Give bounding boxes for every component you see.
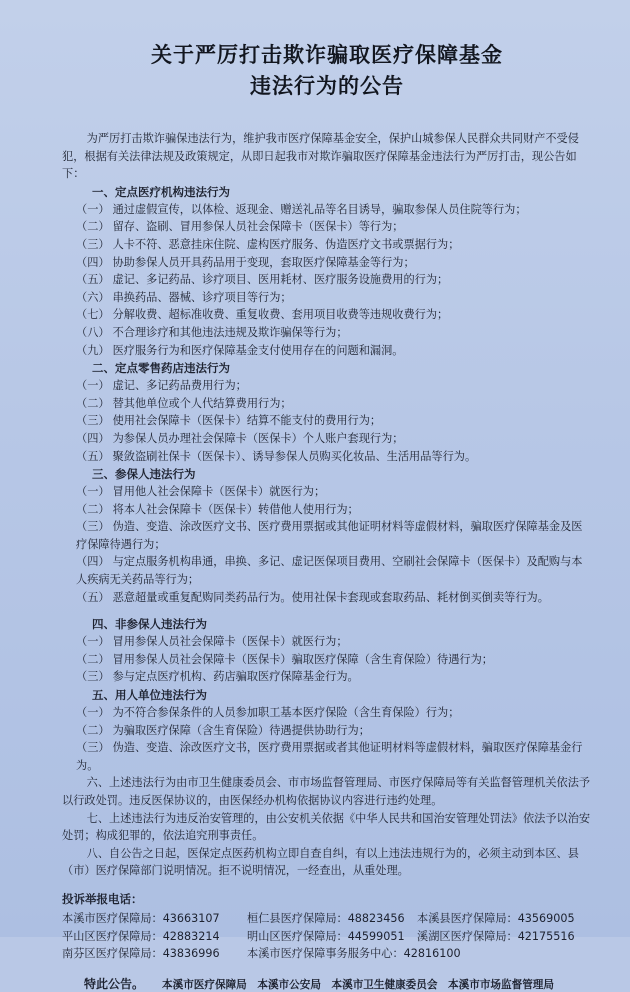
item-text: 恶意超量或重复配购同类药品行为。使用社保卡套现或套取药品、耗材倒买倒卖等行为。: [112, 590, 549, 604]
item-text: 冒用参保人员社会保障卡（医保卡）骗取医疗保障（含生育保险）待遇行为；: [112, 652, 493, 666]
item-text: 使用社会保障卡（医保卡）结算不能支付的费用行为；: [112, 414, 382, 428]
item-text: 为不符合参保条件的人员参加职工基本医疗保险（含生育保险）行为；: [112, 706, 460, 720]
contact-row: [62, 928, 592, 946]
item-number: （一）: [76, 202, 110, 216]
contact-entry: 明山区医疗保障局：44599051: [247, 929, 405, 943]
intro-paragraph: 为严厉打击欺诈骗保违法行为，维护我市医疗保障基金安全，保护山城参保人民群众共同财产不受侵犯，根据有关法律法规及政策规定，从即日起我市对欺诈骗取医疗保障基金违法行为严厉打击，现公告如下：: [62, 132, 579, 181]
item-number: （二）: [76, 396, 110, 410]
violation-item: [62, 722, 592, 740]
contact-row: [62, 910, 592, 928]
violation-item: [62, 448, 592, 466]
violation-item: [62, 218, 592, 236]
violation-item: [62, 271, 592, 289]
item-number: （二）: [76, 723, 110, 737]
item-number: （三）: [76, 741, 110, 755]
item-number: （九）: [76, 343, 110, 357]
notice-title: [62, 40, 592, 102]
section-heading: 二、定点零售药店违法行为: [92, 361, 230, 376]
contact-entry: 平山区医疗保障局：42883214: [62, 929, 220, 943]
item-number: （三）: [76, 237, 110, 251]
closing-paragraphs: [62, 774, 592, 880]
item-text: 留存、盗刷、冒用参保人员社会保障卡（医保卡）等行为；: [112, 220, 404, 234]
violation-item: [62, 668, 592, 686]
violation-section: [62, 686, 592, 774]
violation-item: [62, 704, 592, 722]
paragraph-penalty: 六、上述违法行为由市卫生健康委员会、市市场监督管理局、市医疗保障局等有关监督管理机关依法予以行政处罚。违反医保协议的，由医保经办机构依据协议内容进行违约处理。: [62, 776, 591, 807]
item-text: 人卡不符、恶意挂床住院、虚构医疗服务、伪造医疗文书或票据行为；: [112, 237, 460, 251]
item-number: （一）: [76, 379, 110, 393]
item-text: 医疗服务行为和医疗保障基金支付使用存在的问题和漏洞。: [112, 343, 404, 357]
item-text: 通过虚假宣传，以体检、返现金、赠送礼品等名目诱导，骗取参保人员住院等行为；: [112, 202, 527, 216]
item-text: 虚记、多记药品费用行为；: [112, 379, 247, 393]
violation-section: [62, 183, 592, 359]
item-number: （一）: [76, 635, 110, 649]
contact-block: [62, 890, 592, 963]
item-number: （二）: [76, 220, 110, 234]
item-number: （四）: [76, 431, 110, 445]
violation-item: [62, 395, 592, 413]
section-heading: 五、用人单位违法行为: [92, 688, 207, 703]
item-text: 将本人社会保障卡（医保卡）转借他人使用行为；: [112, 502, 359, 516]
violation-item: [62, 553, 592, 588]
item-text: 不合理诊疗和其他违法违规及欺诈骗保等行为；: [112, 325, 348, 339]
violation-item: [62, 589, 592, 607]
section-heading: 四、非参保人违法行为: [92, 617, 207, 632]
violation-item: [62, 518, 592, 553]
item-number: （二）: [76, 652, 110, 666]
violation-item: [62, 236, 592, 254]
title-line-2: 违法行为的公告: [250, 74, 404, 98]
item-number: （五）: [76, 590, 110, 604]
item-text: 为骗取医疗保障（含生育保险）待遇提供协助行为；: [112, 723, 370, 737]
violation-item: [62, 254, 592, 272]
item-text: 伪造、变造、涂改医疗文书、医疗费用票据或其他证明材料等虚假材料，骗取医疗保障基金及医疗保障待遇行为；: [76, 520, 583, 551]
violation-item: [62, 501, 592, 519]
violation-item: [62, 324, 592, 342]
contact-entry: 本溪市医疗保障事务服务中心：42816100: [247, 947, 461, 961]
contact-row: [62, 945, 592, 963]
item-number: （四）: [76, 555, 110, 569]
item-number: （三）: [76, 520, 110, 534]
violation-item: [62, 739, 592, 774]
item-text: 替其他单位或个人代结算费用行为；: [112, 396, 292, 410]
paragraph-self-inspection: 八、自公告之日起，医保定点医药机构立即自查自纠，有以上违法违规行为的，必须主动到本区、县（市）医疗保障部门说明情况。拒不说明情况，一经查出，从重处理。: [62, 846, 579, 878]
contact-entry: 南芬区医疗保障局：43836996: [62, 947, 220, 961]
item-text: 冒用参保人员社会保障卡（医保卡）就医行为；: [112, 635, 348, 649]
item-number: （三）: [76, 670, 110, 684]
item-number: （三）: [76, 414, 110, 428]
contact-entry: 本溪县医疗保障局：43569005: [417, 911, 575, 925]
violation-item: [62, 289, 592, 307]
item-text: 聚敛盗刷社保卡（医保卡）、诱导参保人员购买化妆品、生活用品等行为。: [112, 449, 477, 463]
item-text: 冒用他人社会保障卡（医保卡）就医行为；: [112, 485, 326, 499]
violation-item: [62, 430, 592, 448]
item-text: 串换药品、器械、诊疗项目等行为；: [112, 290, 292, 304]
closing-notice: 特此公告。: [84, 976, 145, 991]
violation-item: [62, 306, 592, 324]
violation-section: [62, 465, 592, 606]
item-text: 协助参保人员开具药品用于变现，套取医疗保障基金等行为；: [112, 255, 415, 269]
violation-item: [62, 633, 592, 651]
item-text: 参与定点医疗机构、药店骗取医疗保障基金行为。: [112, 670, 359, 684]
notice-footer: [62, 975, 592, 992]
item-number: （一）: [76, 485, 110, 499]
item-text: 伪造、变造、涂改医疗文书，医疗费用票据或者其他证明材料等虚假材料，骗取医疗保障基金行为。: [76, 741, 583, 772]
item-number: （二）: [76, 502, 110, 516]
violation-item: [62, 342, 592, 360]
item-number: （七）: [76, 308, 110, 322]
paragraph-public-security: 七、上述违法行为违反治安管理的，由公安机关依据《中华人民共和国治安管理处罚法》依法予以治安处罚；构成犯罪的，依法追究刑事责任。: [62, 811, 591, 843]
contact-entry: 桓仁县医疗保障局：48823456: [247, 911, 405, 925]
violation-sections: [62, 183, 592, 775]
section-heading: 三、参保人违法行为: [92, 467, 196, 482]
violation-section: [62, 359, 592, 465]
contact-heading: 投诉举报电话：: [62, 891, 143, 906]
item-number: （六）: [76, 290, 110, 304]
item-number: （五）: [76, 273, 110, 287]
title-line-1: 关于严厉打击欺诈骗取医疗保障基金: [151, 43, 503, 67]
contact-entry: 本溪市医疗保障局：43663107: [62, 911, 220, 925]
violation-item: [62, 483, 592, 501]
item-number: （八）: [76, 325, 110, 339]
item-number: （一）: [76, 706, 110, 720]
item-number: （四）: [76, 255, 110, 269]
item-text: 虚记、多记药品、诊疗项目、医用耗材、医疗服务设施费用的行为；: [112, 273, 449, 287]
contact-entry: 溪湖区医疗保障局：42175516: [417, 929, 575, 943]
violation-section: [62, 606, 592, 686]
section-heading: 一、定点医疗机构违法行为: [92, 184, 230, 199]
violation-item: [62, 201, 592, 219]
item-text: 为参保人员办理社会保障卡（医保卡）个人账户套现行为；: [112, 431, 404, 445]
item-text: 与定点服务机构串通，串换、多记、虚记医保项目费用、空刷社会保障卡（医保卡）及配购与本人疾病无关药品等行为；: [76, 555, 583, 587]
violation-item: [62, 651, 592, 669]
violation-item: [62, 412, 592, 430]
issuing-organizations: 本溪市医疗保障局 本溪市公安局 本溪市卫生健康委员会 本溪市市场监督管理局: [162, 978, 554, 991]
item-number: （五）: [76, 449, 110, 463]
item-text: 分解收费、超标准收费、重复收费、套用项目收费等违规收费行为；: [112, 308, 449, 322]
violation-item: [62, 377, 592, 395]
